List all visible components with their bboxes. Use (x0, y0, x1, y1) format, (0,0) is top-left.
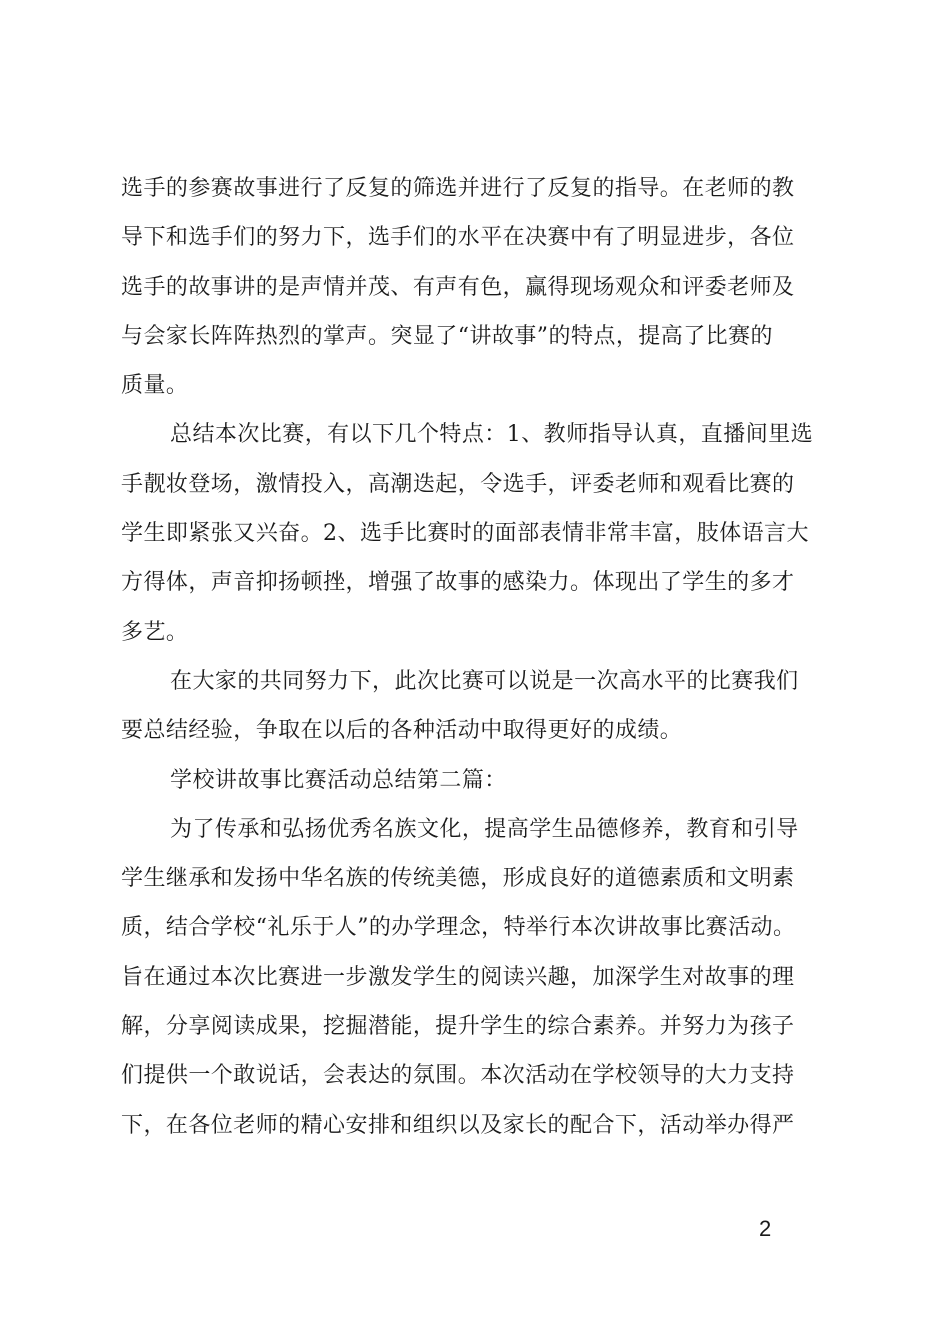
text-line: 下，在各位老师的精心安排和组织以及家长的配合下，活动举办得严 (121, 1112, 795, 1138)
section-heading: 学校讲故事比赛活动总结第二篇： (170, 767, 507, 793)
text-line: 学生即紧张又兴奋。2、选手比赛时的面部表情非常丰富，肢体语言大 (121, 521, 809, 547)
document-body (121, 164, 849, 1150)
text-line: 选手的故事讲的是声情并茂、有声有色，赢得现场观众和评委老师及 (121, 274, 795, 300)
text-line: 导下和选手们的努力下，选手们的水平在决赛中有了明显进步，各位 (121, 225, 795, 251)
paragraph-first-line: 总结本次比赛，有以下几个特点：1、教师指导认真，直播间里选 (170, 422, 814, 448)
text-line: 手靓妆登场，激情投入，高潮迭起，令选手，评委老师和观看比赛的 (121, 471, 795, 497)
text-line: 多艺。 (121, 619, 189, 645)
paragraph-first-line: 在大家的共同努力下，此次比赛可以说是一次高水平的比赛我们 (170, 668, 799, 694)
text-line: 们提供一个敢说话，会表达的氛围。本次活动在学校领导的大力支持 (121, 1063, 795, 1089)
text-line: 与会家长阵阵热烈的掌声。突显了“讲故事”的特点，提高了比赛的 (121, 323, 773, 349)
text-line: 要总结经验，争取在以后的各种活动中取得更好的成绩。 (121, 718, 683, 744)
paragraph-first-line: 为了传承和弘扬优秀名族文化，提高学生品德修养，教育和引导 (170, 816, 799, 842)
text-line: 质，结合学校“礼乐于人”的办学理念，特举行本次讲故事比赛活动。 (121, 915, 796, 941)
text-line: 方得体，声音抑扬顿挫，增强了故事的感染力。体现出了学生的多才 (121, 570, 795, 596)
text-line: 解，分享阅读成果，挖掘潜能，提升学生的综合素养。并努力为孩子 (121, 1014, 795, 1040)
text-line: 质量。 (121, 373, 189, 399)
text-line: 选手的参赛故事进行了反复的筛选并进行了反复的指导。在老师的教 (121, 176, 795, 201)
page-number: 2 (759, 1216, 772, 1241)
text-line: 旨在通过本次比赛进一步激发学生的阅读兴趣，加深学生对故事的理 (121, 964, 795, 990)
text-line: 学生继承和发扬中华名族的传统美德，形成良好的道德素质和文明素 (121, 866, 795, 892)
